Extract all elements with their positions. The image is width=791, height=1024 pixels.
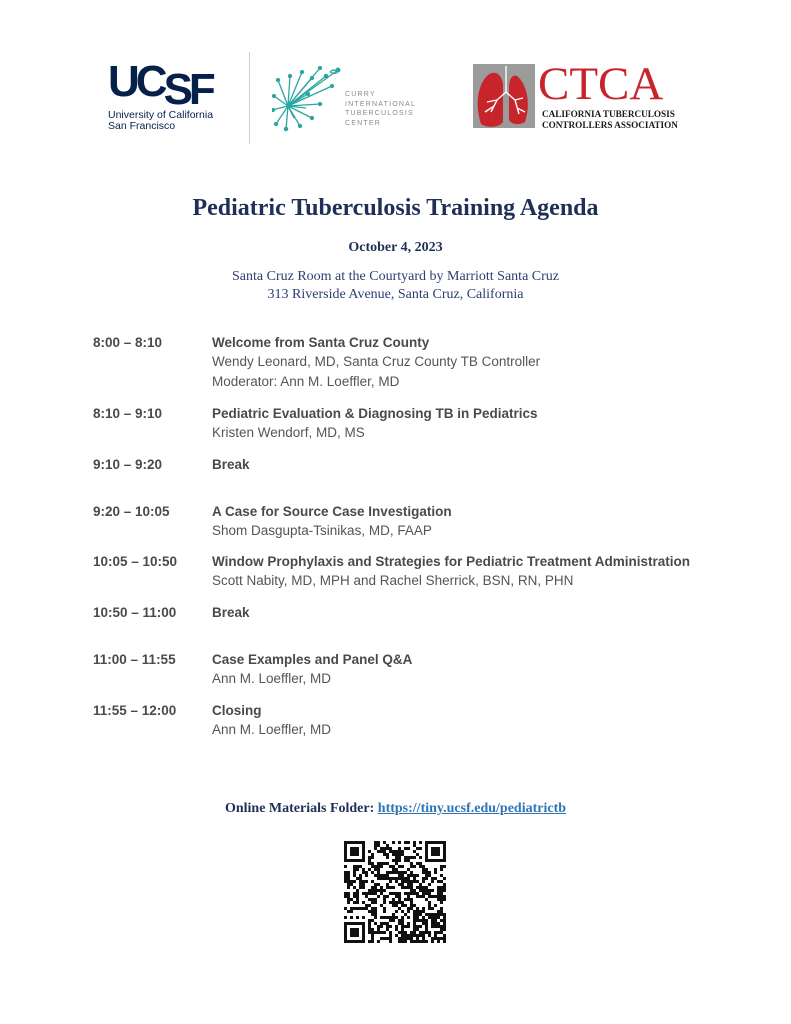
agenda-row (93, 603, 713, 622)
ucsf-subtitle: University of California San Francisco (108, 109, 214, 132)
agenda-time: 11:00 – 11:55 (93, 652, 176, 667)
online-materials-link[interactable]: https://tiny.ucsf.edu/pediatrictb (377, 801, 567, 816)
agenda-session: Welcome from Santa Cruz County (212, 335, 430, 350)
ctca-wordmark: CTCA (538, 58, 664, 110)
agenda-speaker: Ann M. Loeffler, MD (212, 671, 332, 686)
agenda-row (93, 455, 713, 474)
agenda-time: 9:10 – 9:20 (93, 457, 163, 472)
agenda-speaker: Ann M. Loeffler, MD (212, 722, 332, 737)
agenda-speaker: Shom Dasgupta-Tsinikas, MD, FAAP (212, 523, 432, 538)
online-materials (0, 801, 791, 817)
agenda-speaker: Wendy Leonard, MD, Santa Cruz County TB Controller (212, 354, 541, 369)
agenda-row (93, 552, 713, 591)
agenda-session: A Case for Source Case Investigation (212, 504, 452, 519)
venue-address: 313 Riverside Avenue, Santa Cruz, California (267, 287, 524, 302)
agenda-session: Break (212, 457, 250, 472)
logo-row (0, 0, 791, 160)
curry-center-name: CURRY INTERNATIONAL TUBERCULOSIS CENTER (345, 91, 417, 127)
agenda-session: Case Examples and Panel Q&A (212, 652, 413, 667)
agenda-session: Closing (212, 703, 262, 718)
agenda-session: Pediatric Evaluation & Diagnosing TB in Pediatrics (212, 406, 538, 421)
agenda-time: 8:10 – 9:10 (93, 406, 163, 421)
online-materials-label: Online Materials Folder: (224, 801, 375, 816)
agenda-speaker: Kristen Wendorf, MD, MS (212, 425, 365, 440)
event-date: October 4, 2023 (348, 240, 443, 255)
agenda-row (93, 502, 713, 541)
ucsf-logo (108, 57, 214, 132)
agenda-row (93, 650, 713, 689)
agenda-list (93, 333, 713, 740)
agenda-time: 11:55 – 12:00 (93, 703, 177, 718)
qr-code-icon (344, 841, 446, 943)
agenda-session: Break (212, 605, 250, 620)
curry-starburst-icon (272, 66, 344, 132)
page-title: Pediatric Tuberculosis Training Agenda (192, 195, 599, 221)
agenda-session: Window Prophylaxis and Strategies for Pediatric Treatment Administration (212, 554, 690, 569)
agenda-time: 8:00 – 8:10 (93, 335, 163, 350)
agenda-row (93, 404, 713, 443)
venue-name: Santa Cruz Room at the Courtyard by Marriott Santa Cruz (232, 269, 559, 284)
agenda-time: 10:50 – 11:00 (93, 605, 177, 620)
event-venue (0, 268, 791, 304)
agenda-time: 9:20 – 10:05 (93, 504, 170, 519)
agenda-row (93, 333, 713, 392)
logo-divider (249, 52, 250, 144)
agenda-speaker: Scott Nabity, MD, MPH and Rachel Sherrick, BSN, RN, PHN (212, 573, 574, 588)
ctca-lung-icon (473, 62, 535, 130)
agenda-time: 10:05 – 10:50 (93, 554, 178, 569)
agenda-row (93, 701, 713, 740)
agenda-moderator: Moderator: Ann M. Loeffler, MD (212, 374, 400, 389)
ucsf-wordmark: UCSF (108, 57, 212, 114)
ctca-subtitle: CALIFORNIA TUBERCULOSIS CONTROLLERS ASSOCIATION (542, 109, 678, 130)
